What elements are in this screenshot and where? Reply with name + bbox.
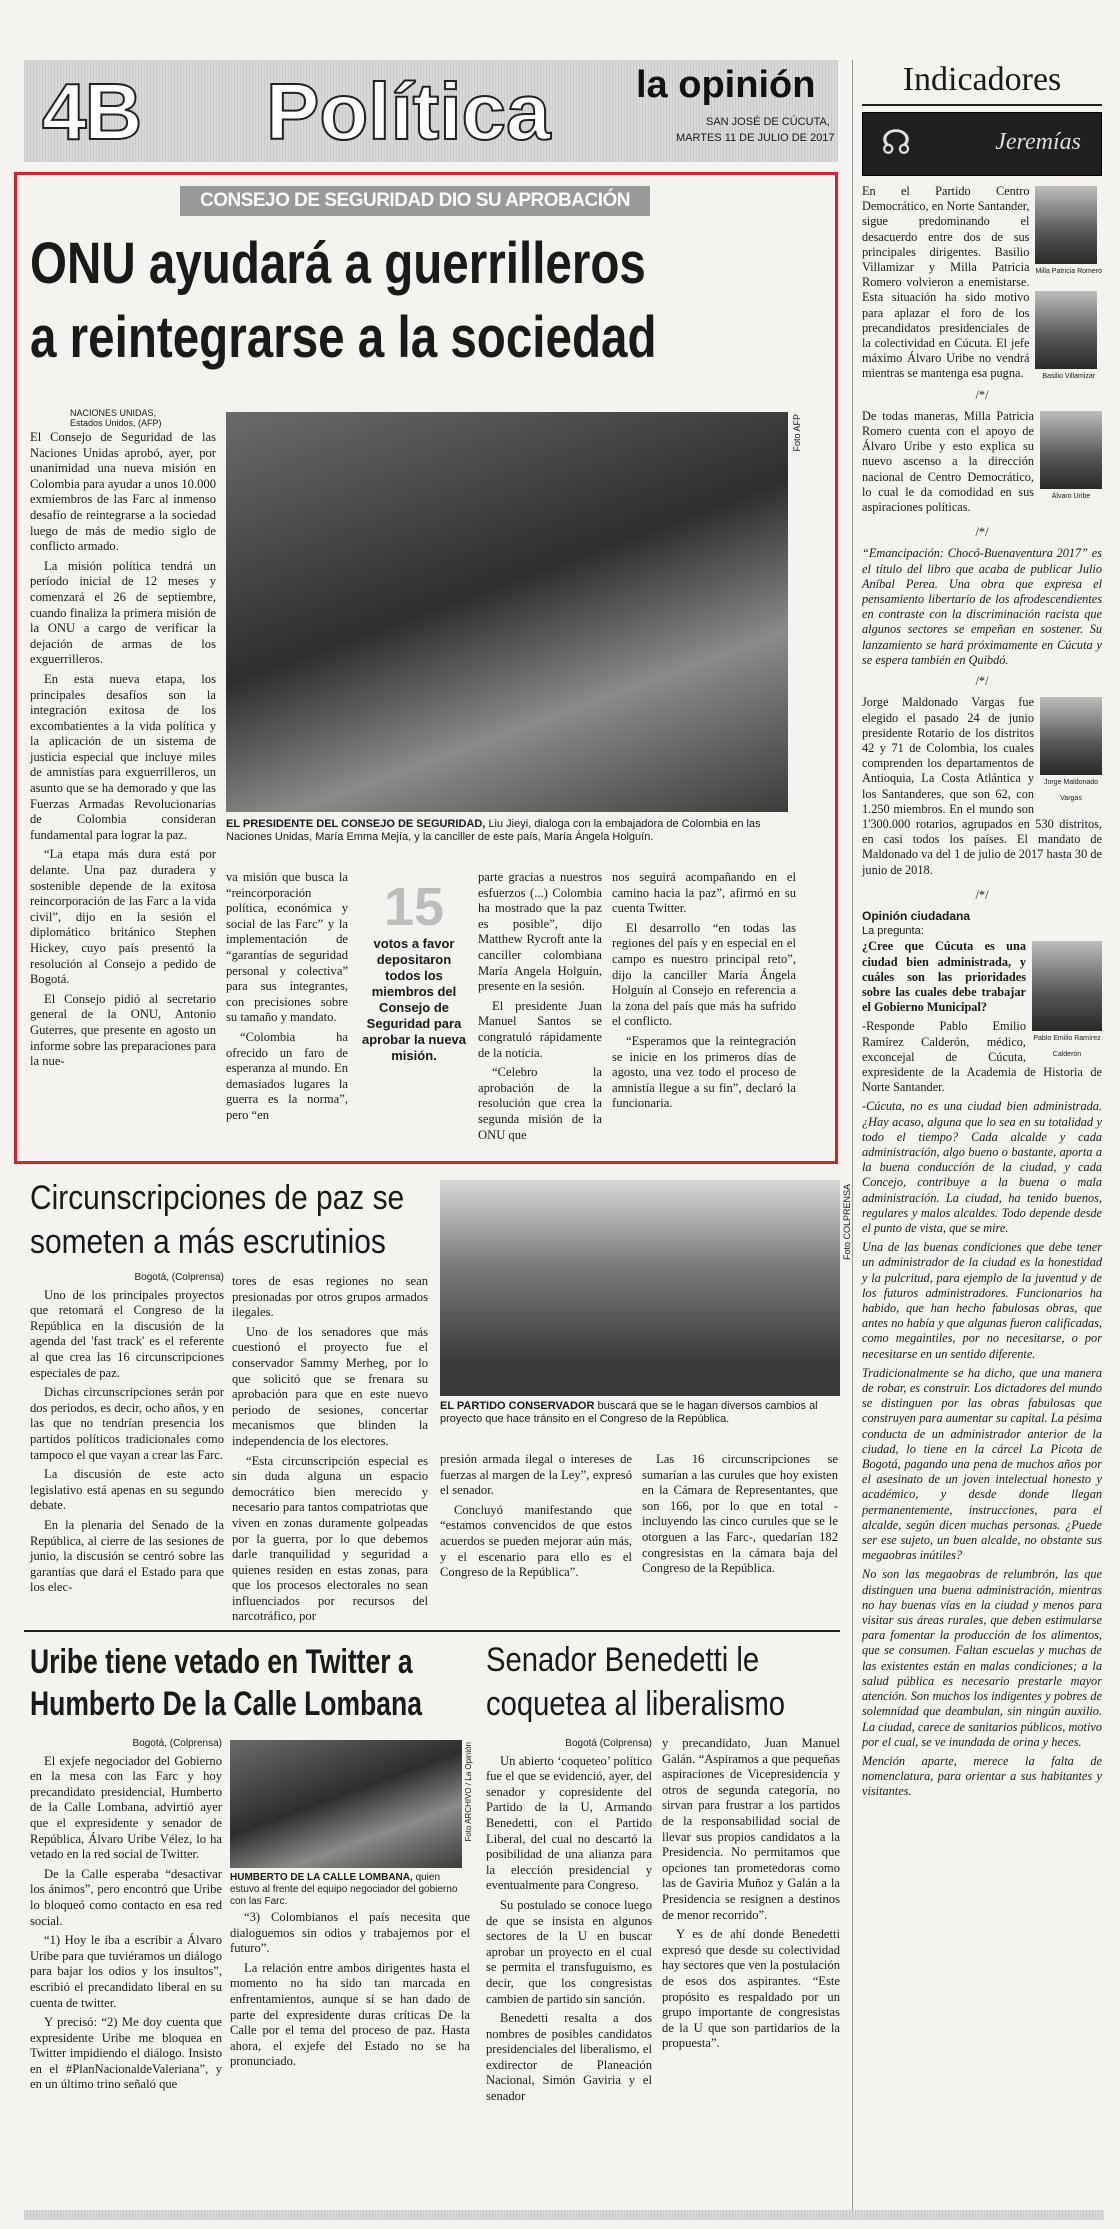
circ-col-4 — [642, 1452, 838, 1581]
paragraph: presión armada ilegal o intereses de fuerzas al margen de la Ley”, expresó el senador. — [440, 1452, 632, 1498]
jeremias-icon: ☊ — [881, 125, 912, 162]
paragraph: El Consejo de Seguridad de las Naciones Unidas aprobó, ayer, por unanimidad una nueva misión en Colombia para ayudar a unos 10.000 exmiembros de las Farc al inmenso desafío de reintegrarse a la sociedad luego de más de medio siglo de conflicto armado. — [30, 430, 216, 554]
paragraph: “Esperamos que la reintegración se inicie en los primeros días de agosto, una vez todo el proceso de amnistía llegue a su fin”, declaró la funcionaria. — [612, 1033, 796, 1111]
person-label: Jorge Maldonado Vargas — [1043, 779, 1099, 802]
separator: /*/ — [975, 674, 989, 689]
main-col-2 — [226, 870, 348, 1128]
stat-number: 15 — [383, 877, 445, 937]
paragraph: “Esta circunscripción especial es sin duda alguna un espacio democrático bien merecido y necesario para tantos compatriotas que viven en zonas duramente golpeadas por la guerra, por lo que debemos darle tranquilidad y seguridad a quienes residen en estas zonas, para que los procesos electorales no sean influenciados por recursos del narcotráfico, por — [232, 1453, 428, 1624]
person-label: Pablo Emilio Ramírez Calderón — [1033, 1035, 1101, 1058]
caption-lead: EL PRESIDENTE DEL CONSEJO DE SEGURIDAD, — [226, 818, 486, 830]
caption-text: quien estuvo al frente del equipo negociador del gobierno con las Farc. — [230, 1872, 458, 1907]
section-divider — [24, 1630, 840, 1632]
header-date: MARTES 11 DE JULIO DE 2017 — [676, 132, 835, 144]
separator: /*/ — [975, 887, 989, 902]
answer-paragraph: Mención aparte, merece la falta de nomenclatura, para orientar a sus habitantes y visitantes. — [862, 1753, 1102, 1799]
sidebar-paragraph: En el Partido Centro Democrático, en Norte Santander, sigue predominando el desacuerdo entre dos de sus principales dirigentes. Basilio Villamizar y Milla Patricia Romero volvieron a enemistarse. Esta situación ha sido motivo para aplazar el foro de los precandidatos presidenciales de la colectividad en Cúcuta. El jefe máximo Álvaro Uribe no vendrá mientras se mantenga esa pugna. — [862, 184, 1030, 381]
paragraph: Las 16 circunscripciones se sumarían a las curules que hoy existen en la Cámara de Representantes, que son 166, por lo que en total -incluyendo las cinco curules que se le otorguen a las Farc-, quedarían 182 congresistas en la cámara baja del Congreso de la República. — [642, 1452, 838, 1576]
dateline-agency: Estados Unidos, (AFP) — [70, 418, 162, 428]
dateline: NACIONES UNIDAS, — [70, 408, 157, 418]
person-label: Basilio Villamizar — [1042, 373, 1096, 381]
benedetti-col-2 — [662, 1736, 840, 2056]
circ-col-2 — [232, 1274, 428, 1629]
paragraph: “1) Hoy le iba a escribir a Álvaro Uribe para que tuviéramos un diálogo para bajar los odios y los insultos”, escribió el precandidato liberal en su cuenta de twitter. — [30, 1933, 222, 2010]
paragraph: En la plenaria del Senado de la República, al cierre de las sesiones de junio, la discusión se centró sobre las garantías que dará el Estado para que los elec- — [30, 1517, 224, 1595]
main-col-3 — [478, 870, 602, 1147]
dateline: Bogotá, (Colprensa) — [132, 1738, 222, 1749]
header-city: SAN JOSÉ DE CÚCUTA, — [706, 116, 830, 128]
circ-headline-line2: someten a más escrutinios — [30, 1223, 386, 1261]
newspaper-logo: la opinión — [636, 64, 816, 106]
paragraph: “Celebro la aprobación de la resolución que crea la segunda misión de la ONU que — [478, 1065, 602, 1142]
question: ¿Cree que Cúcuta es una ciudad bien administrada, y cuáles son las prioridades sobre las cuales debe trabajar el Gobierno Municipal? — [862, 939, 1026, 1015]
avatar — [1040, 697, 1102, 775]
de-la-calle-photo — [230, 1740, 462, 1868]
responder: -Responde Pablo Emilio Ramírez Calderón, médico, exconcejal de Cúcuta, expresidente de la Academia de Historia de Norte Santander. — [862, 1019, 1102, 1095]
paragraph: Dichas circunscripciones serán por dos periodos, es decir, ocho años, y en las que no tendrían presencia los partidos políticos tradicionales como tampoco el que vayan a crear las Farc. — [30, 1385, 224, 1462]
separator: /*/ — [975, 525, 989, 540]
main-col-1 — [30, 408, 216, 1074]
congress-photo — [440, 1180, 840, 1396]
caption-text: Liu Jieyi, dialoga con la embajadora de Colombia en las Naciones Unidas, María Emma Mejía, y la canciller de este país, María Ángela Holguín. — [226, 818, 761, 843]
paragraph: Y precisó: “2) Me doy cuenta que expresidente Uribe me bloquea en Twitter impidiendo el diálogo. Insisto en el #PlanNacionaldeValeriana”, y en un último trino señaló que — [30, 2015, 222, 2092]
sidebar-paragraph: Jorge Maldonado Vargas fue elegido el pasado 24 de junio presidente Rotario de los distritos 42 y 71 de Colombia, los cuales comprenden los departamentos de Antioquia, La Costa Atlántica y los Santanderes, que son 62, con 1.250 miembros. En el mundo son 1'300.000 rotarios, agrupados en 530 distritos, en casi todos los países. El mandato de Maldonado va del 1 de julio de 2017 hasta 30 de junio de 2018. — [862, 695, 1102, 877]
main-photo-caption — [226, 818, 796, 844]
circ-headline-line1: Circunscripciones de paz se — [30, 1179, 405, 1217]
stat-box — [358, 878, 470, 1064]
page-number: 4B — [42, 67, 141, 156]
main-col-4 — [612, 870, 796, 1116]
paragraph: El Consejo pidió al secretario general de la ONU, Antonio Guterres, que presente en agosto un informe sobre las preparaciones para la nue- — [30, 991, 216, 1069]
sidebar-paragraph: “Emancipación: Chocó-Buenaventura 2017” es el título del libro que acaba de publicar Julio Aníbal Perea. Una obra que expresa el pensamiento libertario de los afrodescendientes en contraste con la discriminación racista que algunos sectores se empeñan en sostener. Su lanzamiento se hará próximamente en Cúcuta y se espera también en Quibdó. — [862, 546, 1102, 667]
main-headline-line1: ONU ayudará a guerrilleros — [30, 231, 646, 296]
paragraph: De la Calle esperaba “desactivar los ánimos”, pero encontró que Uribe lo bloqueó como contacto en esa red social. — [30, 1866, 222, 1928]
footer-band — [24, 2210, 1104, 2220]
paragraph: nos seguirá acompañando en el camino hacia la paz”, afirmó en su cuenta Twitter. — [612, 870, 796, 916]
opinion-title: Opinión ciudadana — [862, 908, 971, 923]
paragraph: Un abierto ‘coqueteo’ político fue el que se evidenció, ayer, del senador y copresidente del Partido de la U, Armando Benedetti, con el Partido Liberal, del cual no descartó la posibilidad de una alianza para la elección presidencial y eventualmente para Congreso. — [486, 1753, 652, 1893]
photo-credit: Foto ARCHIVO / La Opinión — [464, 1742, 473, 1842]
paragraph: “Colombia ha ofrecido un faro de esperanza al mundo. En demasiados lugares la guerra es la norma”, pero “en — [226, 1029, 348, 1122]
avatar — [1040, 411, 1102, 489]
person-label: Milla Patricia Romero — [1035, 268, 1102, 275]
main-photo — [226, 412, 788, 812]
paragraph: “La etapa más dura está por delante. Una paz duradera y sostenible depende de la exitosa reincorporación de las Farc a la vida civil”, dijo en la sesión el diplomático británico Stephen Hickey, cuyo país presentó la resolución al Consejo a pedido de Bogotá. — [30, 847, 216, 987]
paragraph: “3) Colombianos el país necesita que dialoguemos sin odios y trabajemos por el futuro”. — [230, 1910, 470, 1956]
stat-text: votos a favor depositaron todos los miembros del Consejo de Seguridad para aprobar la nueva misión. — [361, 936, 467, 1063]
paragraph: La relación entre ambos dirigentes hasta el momento no ha sido tan marcada en enfrentamientos, aunque sí se han dado de parte del expresidente duras críticas De la Calle por el tema del proceso de paz. Hasta ahora, el exjefe del Estado no se ha pronunciado. — [230, 1960, 470, 2069]
paragraph: La discusión de este acto legislativo está apenas en su segundo debate. — [30, 1467, 224, 1513]
circ-col-1 — [30, 1270, 224, 1600]
caption-lead: HUMBERTO DE LA CALLE LOMBANA, — [230, 1872, 413, 1883]
answer-paragraph: -Cúcuta, no es una ciudad bien administrada. ¿Hay acaso, alguna que lo sea en su totalidad y todo el tiempo? Cada alcalde y cada administración, algo bueno o bastante, aporta a la buena conducción de la ciudad, y cada Concejo, contribuye a la buena o mala administración. La ciudad, ha tenido buenos, regulares y malos alcaldes. Todo depende desde el punto de vista, que se mire. — [862, 1099, 1102, 1235]
main-headline-line2: a reintegrarse a la sociedad — [30, 305, 657, 370]
section-title: Política — [266, 67, 551, 156]
paragraph: Uno de los principales proyectos que retomará el Congreso de la República en la discusión de la agenda del 'fast track' es el referente al que crea las 16 circunscripciones especiales de paz. — [30, 1287, 224, 1380]
paragraph: En esta nueva etapa, los principales desafíos son la integración exitosa de los excombatientes a la vida política y la aplicación de un sistema de justicia especial que incluye miles de amnistías para exguerrilleros, un asunto que se ha demorado y que las Fuerzas Armadas Revolucionarias de Colombia consideran fundamental para lograr la paz. — [30, 671, 216, 842]
answer-paragraph: No son las megaobras de relumbrón, las que distinguen una buena administración, mientras no hay buenas vías en la ciudad y menos para visitar sus áreas rurales, que deben estimularse para fomentar la producción de los alimentos, que se consumen. Faltan escuelas y muchas de las existentes están en malas condiciones; a la salud pública es necesario prestarle mayor atención. Son muchos los indigentes y pobres de solemnidad que deambulan, sin ningún auxilio. La ciudad, carece de sanitarios públicos, motivo por el cual, se ve inundada de orina y heces. — [862, 1567, 1102, 1749]
dateline: Bogotá, (Colprensa) — [134, 1272, 224, 1283]
paragraph: parte gracias a nuestros esfuerzos (...) Colombia ha mostrado que la paz es posible”, dijo Matthew Rycroft ante la canciller colombiana María Angela Holguín, presente en la sesión. — [478, 870, 602, 994]
paragraph: Uno de los senadores que más cuestionó el proyecto fue el conservador Sammy Merheg, por lo que solicitó que se frenara su aprobación para que en este nuevo periodo de sesiones, concertar mecanismos que blinden la independencia de los electores. — [232, 1324, 428, 1448]
caption-text: buscará que se le hagan diversos cambios al proyecto que hace tránsito en el Congreso de la República. — [440, 1400, 818, 1425]
photo-credit: Foto COLPRENSA — [842, 1184, 852, 1261]
sidebar-column-logo — [862, 112, 1102, 176]
sidebar-column-name: Jeremías — [995, 129, 1081, 155]
separator: /*/ — [975, 387, 989, 402]
paragraph: va misión que busca la “reincorporación política, económica y social de las Farc” y la implementación de “garantías de seguridad personal y colectiva” para sus integrantes, con precisiones sobre su tamaño y mandato. — [226, 870, 348, 1025]
paragraph: y precandidato, Juan Manuel Galán. “Aspiramos a que pequeñas aspiraciones de Vicepresidencia y otros de segunda categoría, no sirvan para frustrar a los partidos de la responsabilidad social de llevar sus propios candidatos a la Presidencia. No permitamos que opciones tan prometedoras como las de Gaviria Muñoz y Galán a la Presidencia se resignen a destinos de menor recorrido”. — [662, 1736, 840, 1922]
paragraph: El exjefe negociador del Gobierno en la mesa con las Farc y hoy precandidato presidencial, Humberto de la Calle Lombana, advirtió ayer que el expresidente y senador de República, Álvaro Uribe Vélez, lo ha vetado en la red social de Twitter. — [30, 1753, 222, 1862]
uribe-col-1 — [30, 1736, 222, 2097]
paragraph: La misión política tendrá un período inicial de 12 meses y comenzará el 26 de septiembre, cuando finaliza la primera misión de la ONU a cargo de verificar la dejación de armas de los exguerrilleros. — [30, 558, 216, 667]
person-label: Álvaro Uribe — [1051, 492, 1091, 500]
paragraph: tores de esas regiones no sean presionadas por otros grupos armados ilegales. — [232, 1274, 428, 1320]
circ-col-3 — [440, 1452, 632, 1585]
paragraph: El desarrollo “en todas las regiones del país y en especial en el campo es nuestro principal reto”, dijo la canciller María Ángela Holguín al Consejo en referencia a la zona del país que más ha sufrido el conflicto. — [612, 920, 796, 1029]
avatar — [1032, 941, 1102, 1031]
uribe-col-2 — [230, 1910, 470, 2074]
paragraph: Benedetti resalta a dos nombres de posibles candidatos presidenciales del liberalismo, el exdirector de Planeación Nacional, Simón Gaviria y el senador — [486, 2011, 652, 2104]
paragraph: El presidente Juan Manuel Santos se congratuló rápidamente de la noticia. — [478, 998, 602, 1060]
avatar — [1035, 291, 1097, 369]
dateline: Bogotá (Colprensa) — [565, 1738, 652, 1749]
uribe-headline-line1: Uribe tiene vetado en Twitter a — [30, 1643, 413, 1681]
congress-photo-caption — [440, 1400, 840, 1426]
sidebar-left-rule — [852, 60, 853, 2210]
de-la-calle-caption — [230, 1872, 470, 1908]
answer-paragraph: Una de las buenas condiciones que debe tener un administrador de la ciudad es la honestidad y la pulcritud, para ejemplo de la juventud y de los futuros administradores. Funcionarios ha habido, que han hecho fabulosas obras, que antes no había y que algunas fueron calificadas, como megaintiles, por no necesitarse, o por necesitarse en un sentido diferente. — [862, 1240, 1102, 1361]
story-kicker: CONSEJO DE SEGURIDAD DIO SU APROBACIÓN — [180, 186, 650, 216]
sidebar-title: Indicadores — [862, 60, 1102, 106]
benedetti-col-1 — [486, 1736, 652, 2109]
paragraph: Y es de ahí donde Benedetti expresó que desde su colectividad hay sectores que ven la postulación de esos dos aspirantes. “Este propósito es respaldado por un grupo importante de congresistas de la U que son partidarios de la propuesta”. — [662, 1927, 841, 2051]
paragraph: Su postulado se conoce luego de que se insista en algunos sectores de la U en buscar aprobar un proyecto en el cual se permita el transfuguismo, es decir, que los congresistas cambien de partido sin sanción. — [486, 1897, 652, 2006]
photo-credit: Foto AFP — [792, 414, 802, 452]
caption-lead: EL PARTIDO CONSERVADOR — [440, 1400, 595, 1412]
benedetti-headline-line2: coquetea al liberalismo — [486, 1685, 786, 1723]
paragraph: Concluyó manifestando que “estamos convencidos de que estos acuerdos se pueden mejorar aún más, y el escenario para ello es el Congreso de la República”. — [440, 1502, 632, 1580]
avatar — [1035, 186, 1097, 264]
sidebar — [862, 60, 1102, 1804]
question-label: La pregunta: — [862, 925, 924, 938]
benedetti-headline-line1: Senador Benedetti le — [486, 1641, 760, 1679]
uribe-headline-line2: Humberto De la Calle Lombana — [30, 1685, 422, 1723]
sidebar-paragraph: De todas maneras, Milla Patricia Romero cuenta con el apoyo de Álvaro Uribe y esto explica su nuevo ascenso a la dirección nacional de Centro Democrático, lo cual le da comodidad en sus aspiraciones políticas. — [862, 408, 1034, 515]
answer-paragraph: Tradicionalmente se ha dicho, que una manera de robar, es construir. Los dictadores del mundo se distinguen por las obras fabulosas que construyen para aumentar su capital. La pésima conducta de un administrador anterior de la ciudad, lo tiene en la cárcel La Picota de Bogotá, pagando una pena de muchos años por el asesinato de un joven intelectual honesto y académico, y desde donde llegan permanentemente, instrucciones, para el alcalde, según dicen muchas personas. ¿Puede ser ese sujeto, un buen alcalde, no obstante sus megaobras inútiles? — [862, 1365, 1102, 1563]
